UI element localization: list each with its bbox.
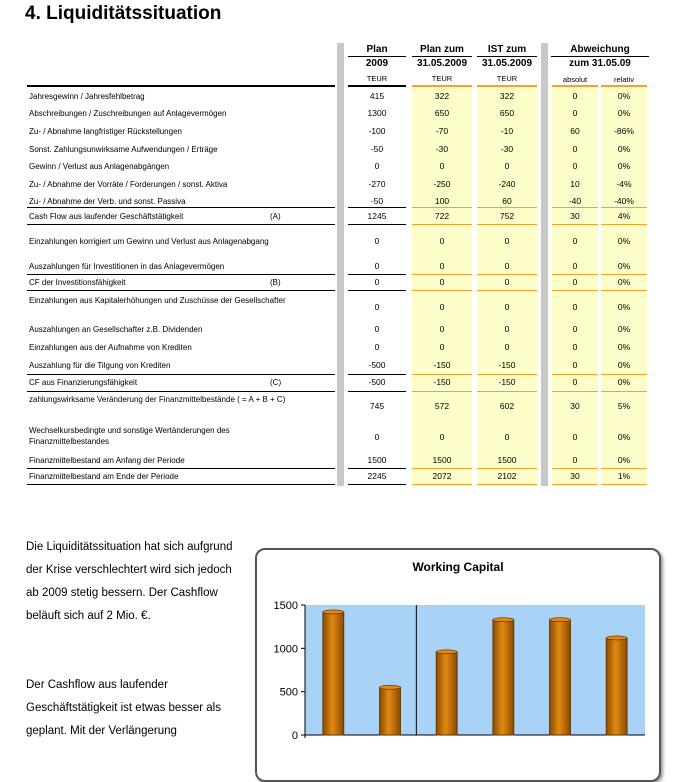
table-cell: 100 bbox=[434, 196, 450, 206]
header-rule bbox=[27, 85, 335, 87]
row-label: Einzahlungen korrigiert um Gewinn und Verlust aus Anlagenabgang bbox=[29, 237, 269, 246]
table-cell: 0% bbox=[617, 324, 631, 334]
col-header-line2: 31.05.2009 bbox=[481, 58, 533, 69]
table-cell: 0 bbox=[374, 161, 380, 171]
row-separator bbox=[601, 484, 647, 485]
row-separator bbox=[27, 484, 335, 485]
col-header-unit: TEUR bbox=[431, 74, 453, 83]
table-cell: 572 bbox=[434, 401, 450, 411]
col-header-line2: 2009 bbox=[365, 58, 389, 69]
row-separator bbox=[601, 468, 647, 469]
header-rule bbox=[552, 85, 598, 87]
row-separator bbox=[412, 207, 472, 208]
table-cell: 0 bbox=[374, 302, 380, 312]
header-divider bbox=[348, 56, 406, 57]
row-separator bbox=[27, 374, 335, 375]
table-cell: 0 bbox=[572, 455, 578, 465]
table-cell: 0 bbox=[504, 277, 510, 287]
row-separator bbox=[477, 224, 537, 225]
row-label: Abschreibungen / Zuschreibungen auf Anlagevermögen bbox=[29, 109, 227, 118]
row-label: Zu- / Abnahme der Verb. und sonst. Passiva bbox=[29, 197, 186, 206]
row-separator bbox=[477, 207, 537, 208]
table-cell: -250 bbox=[433, 179, 451, 189]
commentary-paragraph-1: Die Liquiditätssituation hat sich aufgrund der Krise verschlechtert wird sich jedoch ab 2009 stetig bessern. Der Cashflow beläuft sich auf 2 Mio. €. bbox=[26, 541, 233, 622]
row-separator bbox=[348, 224, 406, 225]
table-cell: 0 bbox=[504, 161, 510, 171]
table-cell: 752 bbox=[499, 211, 515, 221]
table-cell: 0 bbox=[572, 360, 578, 370]
table-cell: 0 bbox=[504, 342, 510, 352]
table-cell: 0 bbox=[572, 277, 578, 287]
table-cell: 0 bbox=[572, 91, 578, 101]
table-cell: -150 bbox=[433, 360, 451, 370]
table-cell: 0 bbox=[374, 261, 380, 271]
table-cell: 0 bbox=[572, 324, 578, 334]
chart-plot bbox=[257, 550, 659, 780]
table-cell: 1245 bbox=[367, 211, 387, 221]
row-label: Wechselkursbedingte und sonstige Wertänderungen des Finanzmittelbestandes bbox=[29, 426, 230, 446]
table-cell: -150 bbox=[433, 377, 451, 387]
row-label: Finanzmittelbestand am Anfang der Periode bbox=[29, 456, 185, 465]
table-cell: 0% bbox=[617, 360, 631, 370]
table-cell: -240 bbox=[498, 179, 516, 189]
row-separator bbox=[601, 290, 647, 291]
row-separator bbox=[348, 484, 406, 485]
header-divider bbox=[551, 56, 649, 57]
row-separator bbox=[477, 484, 537, 485]
row-label: Einzahlungen aus der Aufnahme von Krediten bbox=[29, 343, 192, 352]
table-cell: 10 bbox=[570, 179, 580, 189]
row-separator bbox=[412, 391, 472, 392]
row-separator bbox=[412, 290, 472, 291]
table-cell: 0% bbox=[617, 342, 631, 352]
table-cell: 0 bbox=[374, 342, 380, 352]
table-cell: 4% bbox=[617, 211, 631, 221]
row-label: Auszahlung für die Tilgung von Krediten bbox=[29, 361, 171, 370]
header-rule bbox=[348, 85, 406, 87]
row-separator bbox=[412, 274, 472, 275]
chart-title: Working Capital bbox=[412, 560, 504, 574]
table-cell: 0 bbox=[504, 261, 510, 271]
table-cell: -86% bbox=[614, 126, 634, 136]
bar bbox=[606, 638, 627, 735]
row-separator bbox=[348, 274, 406, 275]
table-cell: 1% bbox=[617, 471, 631, 481]
table-cell: 30 bbox=[570, 211, 580, 221]
table-cell: 0 bbox=[572, 144, 578, 154]
table-cell: 30 bbox=[570, 401, 580, 411]
table-cell: 1500 bbox=[497, 455, 517, 465]
row-separator bbox=[552, 224, 598, 225]
table-cell: 0 bbox=[439, 161, 445, 171]
deviation-unit-relative: relativ bbox=[613, 75, 634, 84]
row-separator bbox=[412, 484, 472, 485]
row-separator bbox=[552, 290, 598, 291]
table-cell: 322 bbox=[434, 91, 450, 101]
table-cell: 0% bbox=[617, 144, 631, 154]
row-label: Sonst. Zahlungsunwirksame Aufwendungen / Erträge bbox=[29, 145, 218, 154]
table-cell: -500 bbox=[368, 377, 386, 387]
table-cell: 322 bbox=[499, 91, 515, 101]
row-separator bbox=[552, 391, 598, 392]
table-cell: 0% bbox=[617, 261, 631, 271]
commentary-paragraph-2: Der Cashflow aus laufender Geschäftstätigkeit ist etwas besser als geplant. Mit der Verlängerung bbox=[26, 679, 221, 737]
table-cell: 0% bbox=[617, 455, 631, 465]
row-separator bbox=[477, 391, 537, 392]
row-separator bbox=[601, 391, 647, 392]
row-tag: (A) bbox=[270, 212, 281, 221]
row-separator bbox=[477, 374, 537, 375]
col-header-unit: TEUR bbox=[366, 74, 388, 83]
table-cell: 0 bbox=[374, 236, 380, 246]
row-label: Cash Flow aus laufender Geschäftstätigkeit bbox=[29, 212, 184, 221]
table-cell: 1300 bbox=[367, 108, 387, 118]
table-cell: 2245 bbox=[367, 471, 387, 481]
table-cell: 30 bbox=[570, 471, 580, 481]
header-rule bbox=[601, 85, 647, 87]
table-cell: 0% bbox=[617, 236, 631, 246]
table-cell: 0 bbox=[572, 342, 578, 352]
table-cell: 0 bbox=[439, 342, 445, 352]
table-cell: 0 bbox=[504, 236, 510, 246]
row-separator bbox=[552, 484, 598, 485]
row-separator bbox=[348, 391, 406, 392]
row-label: Einzahlungen aus Kapitalerhöhungen und Zuschüsse der Gesellschafter bbox=[29, 296, 286, 305]
table-cell: 0 bbox=[572, 108, 578, 118]
table-cell: 0 bbox=[374, 277, 380, 287]
row-label: Zu- / Abnahme langfristiger Rückstellungen bbox=[29, 127, 182, 136]
row-separator bbox=[601, 274, 647, 275]
table-cell: 0 bbox=[439, 324, 445, 334]
row-separator bbox=[27, 391, 335, 392]
row-separator bbox=[552, 207, 598, 208]
table-cell: 0 bbox=[572, 302, 578, 312]
table-cell: 0% bbox=[617, 377, 631, 387]
table-cell: 2102 bbox=[497, 471, 517, 481]
table-cell: 0% bbox=[617, 432, 631, 442]
header-rule bbox=[412, 85, 472, 87]
table-cell: 2072 bbox=[432, 471, 452, 481]
bar bbox=[323, 612, 344, 735]
row-label: CF der Investitionsfähigkeit bbox=[29, 278, 126, 287]
row-tag: (C) bbox=[270, 378, 282, 387]
y-tick-label: 1000 bbox=[273, 643, 298, 656]
table-cell: -270 bbox=[368, 179, 386, 189]
grey-separator bbox=[541, 43, 548, 486]
row-separator bbox=[412, 468, 472, 469]
table-cell: 602 bbox=[499, 401, 515, 411]
bar bbox=[380, 687, 401, 735]
row-label: Gewinn / Verlust aus Anlagenabgängen bbox=[29, 162, 170, 171]
header-divider bbox=[477, 56, 537, 57]
plot-area bbox=[305, 605, 645, 735]
table-cell: 650 bbox=[499, 108, 515, 118]
row-separator bbox=[27, 224, 335, 225]
table-cell: -30 bbox=[500, 144, 514, 154]
row-label: CF aus Finanzierungsfähigkeit bbox=[29, 378, 138, 387]
table-cell: 0 bbox=[572, 261, 578, 271]
col-header-line1: IST zum bbox=[487, 44, 527, 55]
row-separator bbox=[477, 468, 537, 469]
row-label: Auszahlungen an Gesellschafter z.B. Dividenden bbox=[29, 325, 203, 334]
row-separator bbox=[477, 290, 537, 291]
col-header-unit: TEUR bbox=[496, 74, 518, 83]
bar-top bbox=[606, 636, 627, 640]
deviation-header-line2: zum 31.05.09 bbox=[569, 58, 631, 69]
table-cell: 0 bbox=[504, 324, 510, 334]
y-tick-label: 1500 bbox=[273, 600, 298, 612]
row-separator bbox=[552, 274, 598, 275]
table-cell: 0 bbox=[439, 277, 445, 287]
table-cell: 0 bbox=[439, 302, 445, 312]
bar-top bbox=[436, 650, 457, 654]
table-cell: 0 bbox=[374, 432, 380, 442]
table-cell: 0 bbox=[572, 432, 578, 442]
table-cell: -50 bbox=[370, 144, 384, 154]
row-separator bbox=[348, 374, 406, 375]
row-separator bbox=[477, 274, 537, 275]
table-cell: 722 bbox=[434, 211, 450, 221]
col-header-line1: Plan zum bbox=[420, 44, 464, 55]
row-separator bbox=[412, 374, 472, 375]
table-cell: 0 bbox=[572, 377, 578, 387]
bar-top bbox=[550, 618, 571, 622]
col-header-line1: Plan bbox=[366, 44, 388, 55]
table-cell: 0 bbox=[572, 161, 578, 171]
table-cell: 0 bbox=[504, 432, 510, 442]
bar bbox=[493, 620, 514, 735]
table-cell: 0% bbox=[617, 302, 631, 312]
row-separator bbox=[27, 290, 335, 291]
bar-top bbox=[380, 685, 401, 689]
table-cell: -4% bbox=[616, 179, 632, 189]
table-cell: 0% bbox=[617, 91, 631, 101]
bar bbox=[436, 652, 457, 735]
table-cell: 0 bbox=[504, 302, 510, 312]
row-separator bbox=[348, 207, 406, 208]
row-separator bbox=[601, 224, 647, 225]
row-separator bbox=[27, 274, 335, 275]
table-cell: 0 bbox=[439, 432, 445, 442]
row-separator bbox=[27, 207, 335, 208]
table-cell: 60 bbox=[570, 126, 580, 136]
deviation-unit-absolute: absolut bbox=[562, 75, 588, 84]
col-header-line2: 31.05.2009 bbox=[416, 58, 468, 69]
table-cell: 0 bbox=[572, 236, 578, 246]
row-separator bbox=[552, 468, 598, 469]
y-tick-label: 0 bbox=[291, 730, 298, 742]
deviation-header-line1: Abweichung bbox=[570, 44, 630, 55]
table-cell: 1500 bbox=[367, 455, 387, 465]
table-cell: -500 bbox=[368, 360, 386, 370]
row-label: Finanzmittelbestand am Ende der Periode bbox=[29, 472, 179, 481]
row-tag: (B) bbox=[270, 278, 281, 287]
table-cell: 60 bbox=[502, 196, 512, 206]
grey-separator bbox=[337, 43, 344, 486]
header-divider bbox=[412, 56, 472, 57]
row-separator bbox=[552, 374, 598, 375]
row-separator bbox=[601, 207, 647, 208]
row-separator bbox=[601, 374, 647, 375]
bar-top bbox=[323, 610, 344, 614]
row-label: Auszahlungen für Investitionen in das Anlagevermögen bbox=[29, 262, 225, 271]
table-cell: 0 bbox=[374, 324, 380, 334]
table-cell: 1500 bbox=[432, 455, 452, 465]
page-title: 4. Liquiditätssituation bbox=[25, 3, 222, 24]
bar bbox=[550, 620, 571, 735]
table-cell: -10 bbox=[500, 126, 514, 136]
table-cell: -50 bbox=[370, 196, 384, 206]
row-separator bbox=[27, 468, 335, 469]
row-label: Jahresgewinn / Jahresfehlbetrag bbox=[29, 92, 145, 101]
row-label: Zu- / Abnahme der Vorräte / Forderungen / sonst. Aktiva bbox=[29, 180, 228, 189]
table-cell: 0% bbox=[617, 161, 631, 171]
table-cell: -40 bbox=[568, 196, 582, 206]
table-cell: 0 bbox=[439, 261, 445, 271]
table-cell: 0% bbox=[617, 108, 631, 118]
working-capital-chart bbox=[255, 548, 661, 782]
table-cell: 5% bbox=[617, 401, 631, 411]
table-cell: 0% bbox=[617, 277, 631, 287]
table-cell: -150 bbox=[498, 360, 516, 370]
table-cell: -40% bbox=[614, 196, 634, 206]
row-label: zahlungswirksame Veränderung der Finanzmittelbestände ( = A + B + C) bbox=[29, 395, 286, 404]
table-cell: -30 bbox=[435, 144, 449, 154]
header-rule bbox=[477, 85, 537, 87]
row-separator bbox=[412, 224, 472, 225]
row-separator bbox=[348, 468, 406, 469]
row-separator bbox=[348, 290, 406, 291]
y-tick-label: 500 bbox=[279, 686, 298, 699]
bar-top bbox=[493, 618, 514, 622]
table-cell: 650 bbox=[434, 108, 450, 118]
table-cell: 745 bbox=[369, 401, 385, 411]
table-cell: 415 bbox=[369, 91, 385, 101]
table-cell: 0 bbox=[439, 236, 445, 246]
table-cell: -100 bbox=[368, 126, 386, 136]
table-cell: -70 bbox=[435, 126, 449, 136]
table-cell: -150 bbox=[498, 377, 516, 387]
